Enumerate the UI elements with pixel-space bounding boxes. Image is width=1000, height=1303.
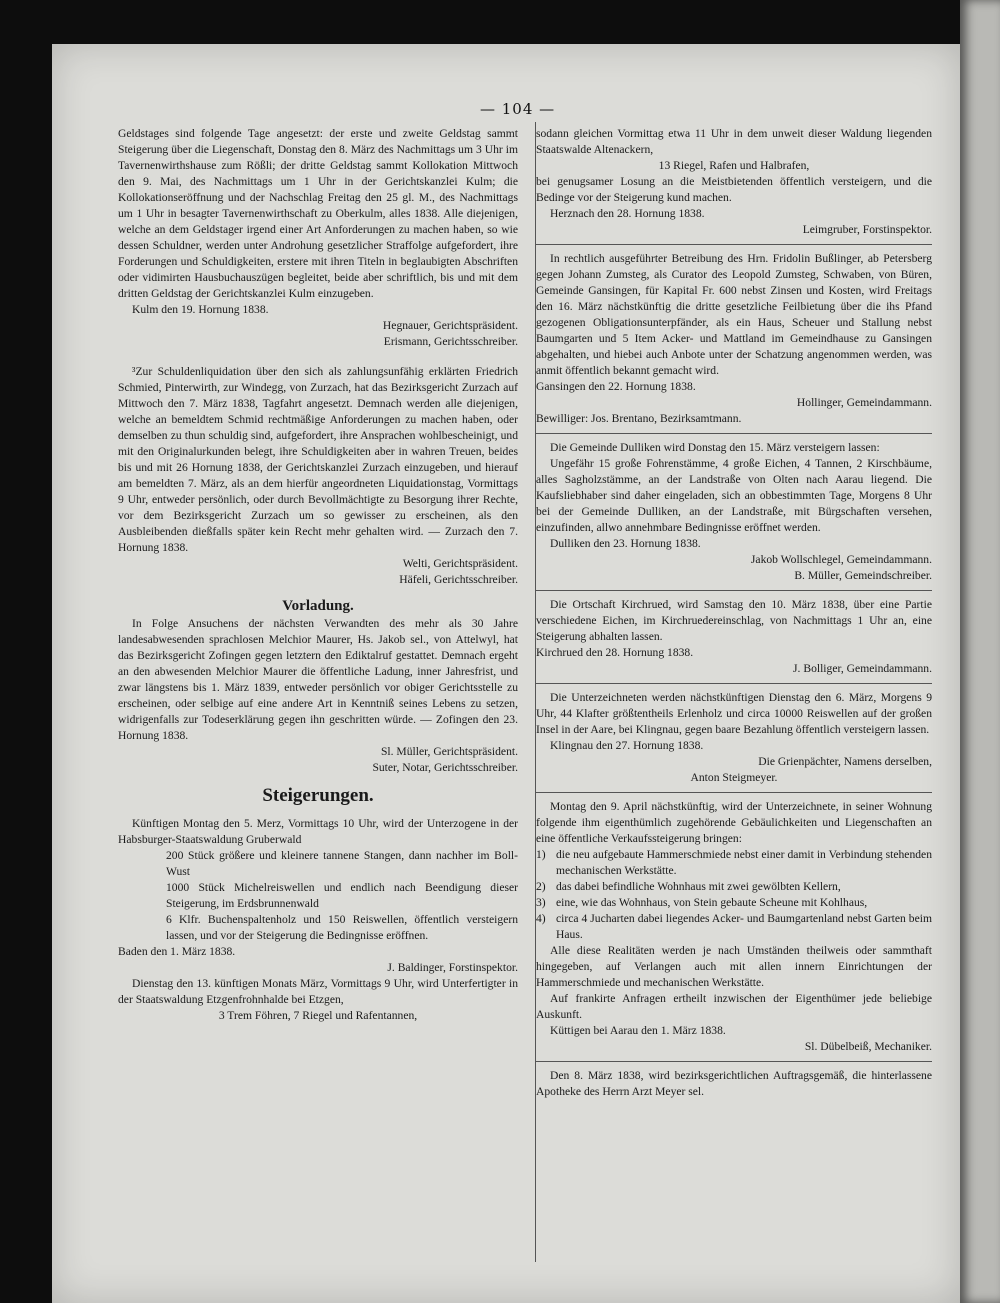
signature: Jakob Wollschlegel, Gemeindammann. [750, 553, 932, 566]
notice-text: Auf frankirte Anfragen ertheilt inzwischen der Eigenthümer jede beliebige Auskunft. [536, 992, 932, 1021]
apotheke-notice: Den 8. März 1838, wird bezirksgerichtlichen Auftragsgemäß, die hinterlassene Apotheke des Herrn Arzt Meyer sel. [536, 1069, 932, 1098]
signature: Leimgruber, Forstinspektor. [802, 223, 932, 236]
signature: Die Grienpächter, Namens derselben, [758, 755, 932, 768]
notice-date: Kulm den 19. Hornung 1838. [132, 303, 269, 316]
notice-date: Gansingen den 22. Hornung 1838. [536, 380, 696, 393]
notice-date: Klingnau den 27. Hornung 1838. [550, 739, 704, 752]
lot-item: 1000 Stück Michelreiswellen und endlich nach Beendigung dieser Steigerung, im Erdsbrunnenwald [166, 881, 518, 910]
list-item: 4) circa 4 Jucharten dabei liegendes Acker- und Baumgartenland nebst Garten beim Haus. [536, 912, 932, 941]
list-item: 1) die neu aufgebaute Hammerschmiede nebst einer damit in Verbindung stehenden mechanischen Werkstätte. [536, 848, 932, 877]
notice-date: Küttigen bei Aarau den 1. März 1838. [550, 1024, 726, 1037]
notice-date: Baden den 1. März 1838. [118, 945, 236, 958]
lot-item: 6 Klfr. Buchenspaltenholz und 150 Reiswellen, öffentlich versteigern lassen, und vor der Steigerung die Bedingnisse eröffnen. [166, 913, 518, 942]
signature: B. Müller, Gemeindschreiber. [794, 569, 932, 582]
steigerung-notice: Dienstag den 13. künftigen Monats März, Vormittags 9 Uhr, wird Unterfertigter in der Staatswaldung Etzgenfrohnhalde bei Etzgen, [118, 977, 518, 1006]
section-heading-steigerungen: Steigerungen. [262, 785, 374, 806]
steigerung-continuation: bei genugsamer Losung an die Meistbietenden öffentlich versteigern, und die Bedinge vor der Steigerung kund machen. [536, 175, 932, 204]
steigerung-continuation: sodann gleichen Vormittag etwa 11 Uhr in dem unweit dieser Waldung liegenden Staatswalde Altenackern, [536, 127, 932, 156]
signature: Sl. Dübelbeiß, Mechaniker. [804, 1040, 932, 1053]
signature: Hegnauer, Gerichtspräsident. [382, 319, 518, 332]
list-item: 3) eine, wie das Wohnhaus, von Stein gebaute Scheune mit Kohlhaus, [536, 896, 868, 909]
section-heading-vorladung: Vorladung. [282, 598, 354, 614]
signature: J. Bolliger, Gemeindammann. [793, 662, 932, 675]
right-column [536, 126, 932, 1100]
separator [536, 1061, 932, 1062]
adjacent-page-edge [960, 0, 1000, 1303]
separator [536, 433, 932, 434]
notice-date: Kirchrued den 28. Hornung 1838. [536, 646, 694, 659]
separator [536, 683, 932, 684]
separator [536, 590, 932, 591]
signature: Sl. Müller, Gerichtspräsident. [380, 745, 518, 758]
signature: Erismann, Gerichtsschreiber. [383, 335, 518, 348]
signature: Hollinger, Gemeindammann. [796, 396, 932, 409]
left-column [118, 126, 518, 1024]
notice-date: Dulliken den 23. Hornung 1838. [550, 537, 701, 550]
geldstag-notice: Geldstages sind folgende Tage angesetzt: der erste und zweite Geldstag sammt Steigerung über die Liegenschaft, Donstag den 8. März des Nachmittags um 3 Uhr im Tavernenwirthshause zum Rößli; der dritte Geldstag sammt Kollokation Mittwoch den 9. Mai, des Nachmittags um 1 Uhr in der Gerichtskanzlei Kulm; die Kollokationseröffnung und der Nachschlag Freitag den 25 gl. M., des Nachmittags um 1 Uhr in besagter Tavernenwirthschaft zu Oberkulm, alles 1838. Alle diejenigen, welche an dem Geldstager irgend einer Art Anforderungen zu machen haben, so wie dessen Schuldner, werden unter Androhung gesetzlicher Straffolge aufgefordert, ihre Forderungen und Schuldigkeiten, erstere mit ihren Titeln in beglaubigten Abschriften oder vidimirten Hausbuchauszügen begleitet, beide aber schriftlich, bis und mit dem dritten Geldstag der Gerichtskanzlei Kulm einzugeben. [118, 127, 518, 300]
signature: Häfeli, Gerichtsschreiber. [399, 573, 518, 586]
property-list [536, 847, 932, 943]
list-item: 2) das dabei befindliche Wohnhaus mit zwei gewölbten Kellern, [536, 880, 841, 893]
lot-description: Ungefähr 15 große Fohrenstämme, 4 große Eichen, 4 Tannen, 2 Kirschbäume, alles Sagholzstämme, an der Landstraße von Olten nach Aarau liegend. Die Kaufsliebhaber sind daher eingeladen, sich an obbestimmten Tage, Morgens 8 Uhr bei der Gemeinde Dulliken, an der Landstraße, mit Bürgschaften versehen, einzufinden, allwo annehmbare Bedingnisse eröffnet werden. [536, 457, 932, 534]
lot-item: 13 Riegel, Rafen und Halbrafen, [658, 159, 810, 172]
lot-item: 200 Stück größere und kleinere tannene Stangen, dann nachher im Boll-Wust [166, 849, 518, 878]
liquidation-notice: ³Zur Schuldenliquidation über den sich als zahlungsunfähig erklärten Friedrich Schmied, Pinterwirth, zur Windegg, von Zurzach, hat das Bezirksgericht Zurzach auf Mittwoch den 7. März 1838, Tagfahrt angesetzt. Demnach werden alle diejenigen, welche an bemeldtem Schmid rechtmäßige Anforderungen zu machen haben, oder demselben zu thun schuldig sind, aufgefordert, ihre Ansprachen wohlbescheinigt, und mit den Originalurkunden belegt, ihre Schuldigkeiten aber in wahren Treuen, beides bis und mit 26 Hornung 1838, der Gerichtskanzlei Zurzach einzugeben, und hierauf am bemeldten 7. März, als an dem hierfür angeordneten Liquidationstag, Vormittags 9 Uhr, entweder persönlich, oder durch Bevollmächtigte zu Besorgung ihrer Rechte, vor dem Bezirksgericht Zurzach um so gewisser zu erscheinen, als den Ausbleibenden dießfalls später kein Recht mehr gehalten wird. — Zurzach den 7. Hornung 1838. [118, 365, 518, 554]
kirchrued-notice: Die Ortschaft Kirchrued, wird Samstag den 10. März 1838, über eine Partie verschiedene Eichen, im Kirchruedereinschlag, von Nachmittags 1 Uhr an, eine Steigerung abhalten lassen. [536, 598, 932, 643]
lot-item: 3 Trem Föhren, 7 Riegel und Rafentannen, [218, 1009, 418, 1022]
dulliken-notice: Die Gemeinde Dulliken wird Donstag den 15. März versteigern lassen: [550, 441, 880, 454]
betreibung-notice: In rechtlich ausgeführter Betreibung des Hrn. Fridolin Bußlinger, ab Petersberg gegen Johann Zumsteg, als Curator des Leopold Zumsteg, Schwaben, von Büren, Gemeinde Gansingen, für Kapital Fr. 600 nebst Zinsen und Kosten, wird Freitags den 16. März nächstkünftig die dritte gesetzliche Feilbietung über die ihs Pfand gezogenen Obligationsunterpfänder, als ein Haus, Scheuer und Stallung nebst Baumgarten und 5 Item Acker- und Mattland im Gemeindhause zu Gansingen abgehalten, und hiebei auch Anbote unter der Schatzung angenommen werden, was anmit öffentlich bekannt gemacht wird. [536, 252, 932, 377]
steigerung-notice: Künftigen Montag den 5. Merz, Vormittags 10 Uhr, wird der Unterzogene in der Habsburger-Staatswaldung Gruberwald [118, 817, 518, 846]
klingnau-notice: Die Unterzeichneten werden nächstkünftigen Dienstag den 6. März, Morgens 9 Uhr, 44 Klafter größtentheils Erlenholz und circa 10000 Reiswellen auf der großen Insel in der Aare, bei Klingnau, gegen baare Bezahlung öffentlich versteigern lassen. [536, 691, 932, 736]
signature: J. Baldinger, Forstinspektor. [387, 961, 518, 974]
vorladung-notice: In Folge Ansuchens der nächsten Verwandten des mehr als 30 Jahre landesabwesenden sprachlosen Melchior Maurer, Hs. Jakob sel., von Attelwyl, hat das Bezirksgericht Zofingen gegen letztern den Ediktalruf gestattet. Demnach ergeht an den abwesenden Melchior Maurer die öffentliche Ladung, inner Jahresfrist, und zwar längstens bis 1. März 1839, entweder persönlich vor obiger Gerichtsstelle zu erscheinen, oder selbige auf eine andere Art in Kenntniß seines Lebens zu setzen, widrigenfalls zur Todeserklärung gegen ihn geschritten würde. — Zofingen den 23. Hornung 1838. [118, 617, 518, 742]
approval-line: Bewilliger: Jos. Brentano, Bezirksamtmann. [536, 412, 742, 425]
page-number: — 104 — [480, 100, 556, 118]
notice-date: Herznach den 28. Hornung 1838. [550, 207, 705, 220]
notice-text: Alle diese Realitäten werden je nach Umständen theilweis oder sammthaft hingegeben, auf Verlangen auch mit allen innern Einrichtungen der Hammerschmiede und mechanischen Werkstätte. [536, 944, 932, 989]
signature: Welti, Gerichtspräsident. [402, 557, 518, 570]
separator [536, 792, 932, 793]
hammerschmiede-notice: Montag den 9. April nächstkünftig, wird der Unterzeichnete, in seiner Wohnung folgende ihm eigenthümlich zugehörende Gebäulichkeiten und Liegenschaften an eine öffentliche Verkaufssteigerung bringen: [536, 800, 932, 845]
signature: Suter, Notar, Gerichtsschreiber. [372, 761, 518, 774]
separator [536, 244, 932, 245]
signature: Anton Steigmeyer. [690, 771, 778, 784]
